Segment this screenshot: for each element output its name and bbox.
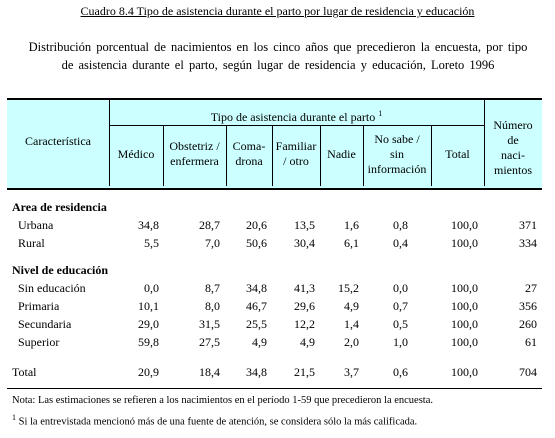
cell-value: 27: [525, 281, 537, 295]
cell-value: 0,5: [393, 317, 408, 331]
header-col-line: información: [367, 162, 427, 176]
cell-value: 25,5: [246, 317, 267, 331]
cell-value: 15,2: [338, 281, 359, 295]
header-group-label: Tipo de asistencia durante el parto: [210, 110, 376, 124]
group-underline: [109, 125, 484, 126]
header-col-comadrona: [226, 139, 272, 169]
cell-value: 334: [519, 236, 537, 250]
header-col-line: Total: [445, 147, 470, 161]
cell-value: 20,6: [246, 218, 267, 232]
cell-value: 30,4: [294, 236, 315, 250]
header-col-familiar: [272, 139, 320, 169]
header-col-nadie: [320, 147, 363, 162]
cell-value: 0,7: [393, 299, 408, 313]
header-col-line: Nadie: [327, 147, 356, 161]
cell-value: 100,0: [451, 299, 478, 313]
header-col-line: Familiar: [275, 139, 317, 153]
subtitle-line-2: de asistencia durante el parto, según lugar de residencia y educación, Loreto 1996: [61, 58, 495, 72]
cell-value: 29,0: [138, 317, 159, 331]
cell-value: 61: [525, 335, 537, 349]
footnote-text: Si la entrevistada mencionó más de una fuente de atención, se considera sólo la más calificada.: [18, 416, 418, 428]
header-col-line: No sabe /: [374, 132, 420, 146]
header-col-no-sabe: [363, 132, 431, 177]
header-col-medico: [109, 147, 163, 162]
cell-value: 12,2: [294, 317, 315, 331]
cell-value: 21,5: [294, 365, 315, 379]
cell-value: 34,8: [138, 218, 159, 232]
cell-value: 7,0: [205, 236, 220, 250]
header-births-line: naci-: [501, 148, 525, 162]
row-label: Primaria: [18, 299, 60, 313]
cell-value: 0,6: [393, 365, 408, 379]
table-title: Cuadro 8.4 Tipo de asistencia durante el parto por lugar de residencia y educación: [80, 4, 475, 18]
cell-value: 100,0: [451, 236, 478, 250]
row-label: Urbana: [18, 218, 54, 232]
header-col-line: enfermera: [170, 154, 219, 168]
cell-value: 2,0: [344, 335, 359, 349]
cell-value: 0,0: [144, 281, 159, 295]
footnote-1: [12, 411, 417, 430]
cell-value: 704: [519, 365, 537, 379]
row-label: Rural: [18, 236, 45, 250]
cell-value: 0,0: [393, 281, 408, 295]
cell-value: 34,8: [246, 365, 267, 379]
header-characteristic: Característica: [25, 134, 91, 148]
cell-value: 4,9: [252, 335, 267, 349]
cell-value: 4,9: [344, 299, 359, 313]
cell-value: 50,6: [246, 236, 267, 250]
total-label: Total: [12, 365, 37, 379]
section-heading-educacion: Nivel de educación: [12, 263, 108, 277]
header-group: [109, 106, 484, 125]
header-births-line: Número: [493, 118, 533, 132]
cell-value: 1,0: [393, 335, 408, 349]
section-heading-residencia: Area de residencia: [12, 200, 107, 214]
cell-value: 100,0: [451, 281, 478, 295]
table-bottom-rule: [7, 388, 542, 389]
cell-value: 41,3: [294, 281, 315, 295]
header-col-total: [431, 147, 484, 162]
header-col-obstetriz: [163, 139, 226, 169]
cell-value: 4,9: [300, 335, 315, 349]
cell-value: 100,0: [451, 218, 478, 232]
header-col-line: sin: [389, 147, 404, 161]
cell-value: 20,9: [138, 365, 159, 379]
header-col-line: Obstetriz /: [169, 139, 220, 153]
cell-value: 100,0: [451, 335, 478, 349]
row-label: Sin educación: [18, 281, 86, 295]
cell-value: 34,8: [246, 281, 267, 295]
header-col-line: Coma-: [232, 139, 266, 153]
header-births: [484, 118, 542, 178]
cell-value: 31,5: [199, 317, 220, 331]
cell-value: 6,1: [344, 236, 359, 250]
cell-value: 371: [519, 218, 537, 232]
footnote-mark: 1: [12, 413, 16, 422]
header-births-line: de: [507, 133, 519, 147]
footnote-nota: Nota: Las estimaciones se refieren a los nacimientos en el período 1-59 que precedieron la encuesta.: [12, 395, 433, 406]
header-group-note: 1: [378, 109, 383, 118]
cell-value: 100,0: [451, 365, 478, 379]
cell-value: 59,8: [138, 335, 159, 349]
header-col-line: Médico: [117, 147, 155, 161]
cell-value: 28,7: [199, 218, 220, 232]
cell-value: 8,7: [205, 281, 220, 295]
cell-value: 46,7: [246, 299, 267, 313]
cell-value: 3,7: [344, 365, 359, 379]
header-col-line: / otro: [283, 154, 309, 168]
cell-value: 0,8: [393, 218, 408, 232]
cell-value: 5,5: [144, 236, 159, 250]
row-label: Superior: [18, 335, 60, 349]
row-label: Secundaria: [18, 317, 72, 331]
header-col-line: drona: [235, 154, 263, 168]
subtitle-line-1: Distribución porcentual de nacimientos en los cinco años que precedieron la encuesta, por tipo: [28, 40, 528, 54]
cell-value: 356: [519, 299, 537, 313]
table-subtitle: [18, 38, 538, 74]
cell-value: 10,1: [138, 299, 159, 313]
cell-value: 100,0: [451, 317, 478, 331]
cell-value: 1,4: [344, 317, 359, 331]
cell-value: 27,5: [199, 335, 220, 349]
cell-value: 0,4: [393, 236, 408, 250]
cell-value: 13,5: [294, 218, 315, 232]
cell-value: 18,4: [199, 365, 220, 379]
cell-value: 1,6: [344, 218, 359, 232]
cell-value: 29,6: [294, 299, 315, 313]
cell-value: 8,0: [205, 299, 220, 313]
cell-value: 260: [519, 317, 537, 331]
header-births-line: mientos: [494, 163, 532, 177]
